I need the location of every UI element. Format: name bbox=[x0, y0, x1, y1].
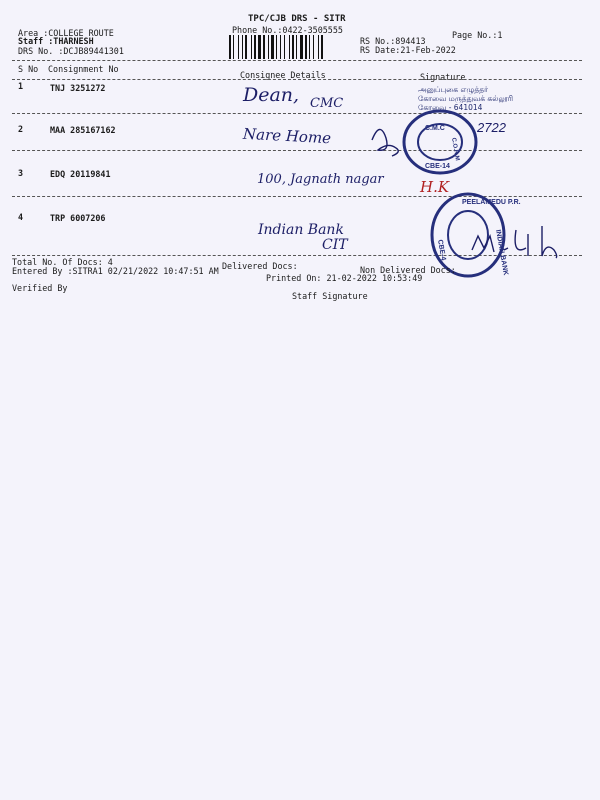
row-sno: 4 bbox=[18, 212, 24, 222]
stamp-text: CBE-4 bbox=[436, 239, 447, 262]
barcode-bar bbox=[242, 35, 243, 59]
barcode-bar bbox=[254, 35, 256, 59]
barcode-bar bbox=[229, 35, 231, 59]
row-sno: 1 bbox=[18, 81, 24, 91]
barcode bbox=[229, 35, 354, 59]
handwritten-consignee: Indian Bank bbox=[258, 222, 344, 238]
stamp-text: CBE-14 bbox=[425, 163, 450, 170]
row-sno: 3 bbox=[18, 168, 24, 178]
divider bbox=[12, 79, 582, 80]
col-consignee: Consignee Details bbox=[240, 70, 326, 80]
barcode-bar bbox=[271, 35, 274, 59]
col-consignment: Consignment No bbox=[48, 64, 119, 74]
barcode-bar bbox=[233, 35, 234, 59]
barcode-bar bbox=[321, 35, 323, 59]
rs-date: RS Date:21-Feb-2022 bbox=[360, 45, 456, 55]
staff-signature: Staff Signature bbox=[292, 291, 368, 301]
signature-number: 2722 bbox=[477, 120, 506, 135]
stamp-text: C.O.R.M bbox=[450, 137, 460, 162]
signature bbox=[360, 110, 560, 170]
consignment-number: MAA 285167162 bbox=[50, 125, 116, 135]
handwritten-consignee: CMC bbox=[310, 96, 344, 111]
barcode-bar bbox=[309, 35, 310, 59]
barcode-bar bbox=[276, 35, 277, 59]
col-sno: S No bbox=[18, 64, 39, 74]
drs-number: DRS No. :DCJB89441301 bbox=[18, 46, 124, 56]
barcode-bar bbox=[268, 35, 269, 59]
page-number: Page No.:1 bbox=[452, 30, 503, 40]
barcode-bar bbox=[238, 35, 239, 59]
barcode-bar bbox=[305, 35, 307, 59]
printed-on: Printed On: 21-02-2022 10:53:49 bbox=[266, 273, 423, 283]
phone-number: Phone No.:0422-3505555 bbox=[232, 25, 343, 35]
barcode-bar bbox=[245, 35, 247, 59]
stamp-text: INDIAN BANK bbox=[494, 229, 509, 276]
barcode-bar bbox=[318, 35, 319, 59]
non-delivered-docs: Non Delivered Docs: bbox=[360, 265, 456, 275]
handwritten-consignee: Nare Home bbox=[242, 124, 332, 148]
rs-number: RS No.:894413 bbox=[360, 36, 426, 46]
report-title: TPC/CJB DRS - SITR bbox=[248, 14, 346, 24]
col-signature: Signature bbox=[420, 72, 466, 82]
barcode-bar bbox=[284, 35, 285, 59]
handwritten-consignee: 100, Jagnath nagar bbox=[257, 172, 384, 187]
divider bbox=[12, 60, 582, 61]
barcode-bar bbox=[258, 35, 261, 59]
handwritten-consignee: CIT bbox=[322, 237, 348, 253]
stamp-text: PEELAMEDU P.R. bbox=[462, 199, 521, 206]
handwritten-consignee: Dean, bbox=[243, 84, 300, 106]
entered-by: Entered By :SITRA1 02/21/2022 10:47:51 AM bbox=[12, 266, 219, 276]
delivered-docs: Delivered Docs: bbox=[222, 261, 298, 271]
verified-by: Verified By bbox=[12, 283, 68, 293]
barcode-bar bbox=[313, 35, 314, 59]
consignment-number: TRP 6007206 bbox=[50, 213, 106, 223]
signature bbox=[460, 220, 570, 270]
barcode-bar bbox=[280, 35, 281, 59]
consignment-number: TNJ 3251272 bbox=[50, 83, 106, 93]
barcode-bar bbox=[296, 35, 297, 59]
barcode-bar bbox=[292, 35, 294, 59]
row-sno: 2 bbox=[18, 124, 24, 134]
stamp-line: கோவை - 641014 bbox=[418, 103, 483, 112]
consignment-number: EDQ 20119841 bbox=[50, 169, 111, 179]
area-label: Area :COLLEGE ROUTE bbox=[18, 28, 114, 38]
barcode-bar bbox=[263, 35, 265, 59]
handwritten-initials: H.K bbox=[420, 178, 450, 196]
staff-label: Staff :THARNESH bbox=[18, 36, 94, 46]
stamp-line: கோவை மருத்துவக் கல்லூரி bbox=[418, 94, 514, 103]
total-docs: Total No. Of Docs: 4 bbox=[12, 257, 113, 267]
stamp-line: அனுப்புகை எழுத்தர் bbox=[418, 85, 489, 94]
barcode-bar bbox=[289, 35, 290, 59]
barcode-bar bbox=[300, 35, 303, 59]
barcode-bar bbox=[251, 35, 252, 59]
stamp-text: C.M.C bbox=[425, 125, 445, 132]
